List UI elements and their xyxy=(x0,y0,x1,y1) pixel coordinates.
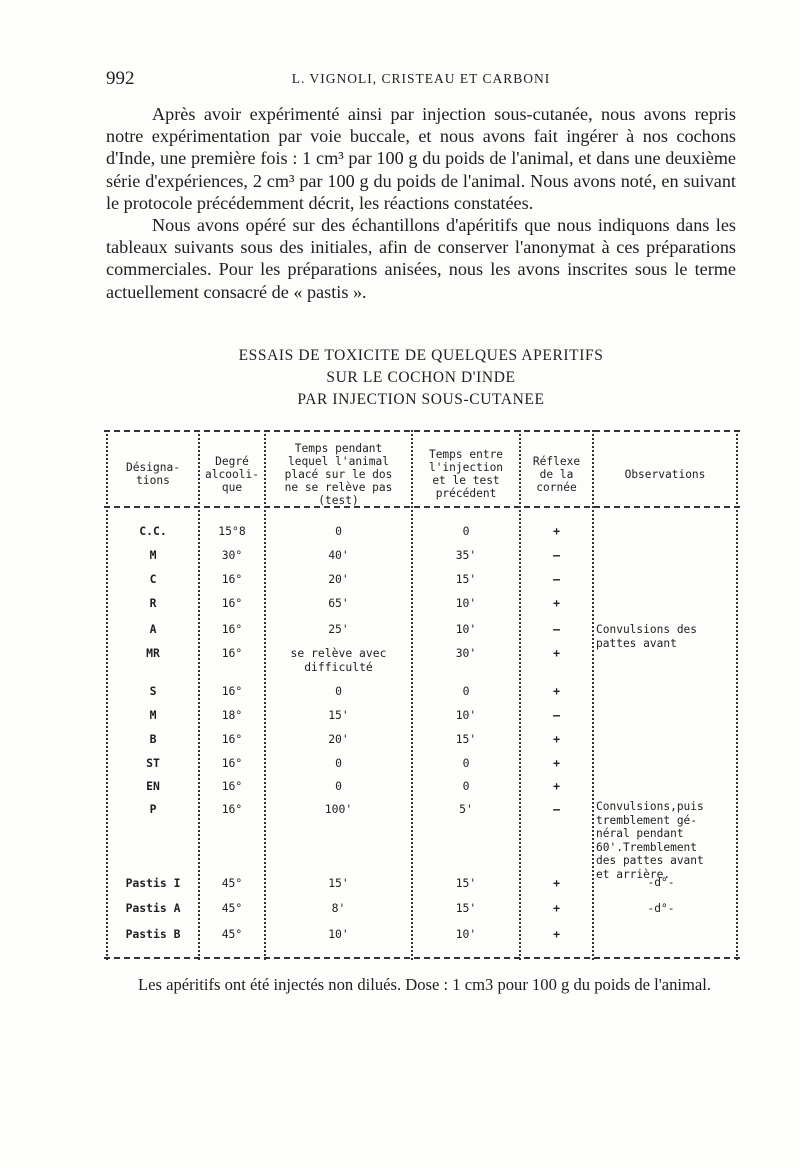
paragraph: Après avoir expérimenté ainsi par injection sous-cutanée, nous avons repris notre expérimentation par voie buccale, et nous avons fait ingérer à nos cochons d'Inde, une première fois : 1 cm³ par 100 g du poids de l'animal, et dans une deuxième série d'expériences, 2 cm³ par 100 g du poids de l'animal. Nous avons noté, en suivant le protocole précédemment décrit, les réactions constatées. xyxy=(106,104,736,213)
cell-temps-pendant xyxy=(266,548,411,562)
cell-degre: 45° xyxy=(221,901,243,915)
header-temps-entre xyxy=(413,438,519,510)
cell-temps-entre: 0 xyxy=(462,779,470,793)
header-line: l'injection xyxy=(428,461,504,474)
header-line: Temps pendant xyxy=(294,441,383,455)
cell-degre: 16° xyxy=(221,756,243,770)
header-temps-pendant xyxy=(266,438,411,510)
cell-degre: 16° xyxy=(221,572,243,586)
observation-line: des pattes avant xyxy=(596,854,704,867)
observation-line: 60'.Tremblement xyxy=(596,840,698,854)
cell-line: 100' xyxy=(324,802,353,816)
table-title-line: ESSAIS DE TOXICITE DE QUELQUES APERITIFS xyxy=(238,347,604,364)
cell-temps-entre: 10' xyxy=(455,927,477,941)
cell-designation: ST xyxy=(146,756,160,770)
body-text xyxy=(106,103,736,303)
cell-reflexe: + xyxy=(553,684,560,698)
table-title-line: PAR INJECTION SOUS-CUTANEE xyxy=(297,391,545,408)
cell-line: 25' xyxy=(328,622,349,636)
cell-temps-pendant xyxy=(266,708,411,722)
cell-temps-entre: 15' xyxy=(455,572,477,586)
cell-line: 20' xyxy=(328,572,349,586)
cell-designation: C.C. xyxy=(139,524,167,538)
header-line: placé sur le dos xyxy=(284,467,393,481)
cell-reflexe: – xyxy=(553,548,560,562)
observation-ditto: -d°- xyxy=(647,902,675,915)
header-designation xyxy=(108,438,198,510)
cell-reflexe: + xyxy=(553,756,560,770)
cell-degre: 16° xyxy=(221,802,243,816)
cell-temps-pendant xyxy=(266,646,411,674)
header-line: (test) xyxy=(318,493,359,507)
cell-reflexe: + xyxy=(553,876,560,890)
footnote-text: Les apéritifs ont été injectés non dilués. Dose : 1 cm3 pour 100 g du poids de l'animal. xyxy=(138,975,712,994)
cell-temps-entre: 10' xyxy=(455,708,477,722)
header-line: Temps entre xyxy=(428,448,504,461)
header-line: et le test xyxy=(432,474,500,487)
cell-temps-entre: 30' xyxy=(455,646,477,660)
header-line: de la xyxy=(539,467,574,481)
cell-temps-pendant xyxy=(266,684,411,698)
header-line: alcooli- xyxy=(205,467,259,481)
cell-temps-entre: 10' xyxy=(455,596,477,610)
cell-degre: 16° xyxy=(221,596,243,610)
cell-designation: S xyxy=(149,684,157,698)
cell-line: 15' xyxy=(328,708,349,722)
cell-reflexe: + xyxy=(553,646,560,660)
cell-reflexe: + xyxy=(553,732,560,746)
cell-temps-entre: 0 xyxy=(462,684,470,698)
cell-reflexe: – xyxy=(553,622,560,636)
cell-line: 15' xyxy=(328,876,349,890)
header-line: Désigna- xyxy=(126,461,180,474)
cell-line: 40' xyxy=(328,548,349,562)
observation-convulsions xyxy=(596,623,736,650)
cell-degre: 16° xyxy=(221,779,243,793)
cell-designation: M xyxy=(149,548,157,562)
header-line: Observations xyxy=(624,467,706,481)
cell-designation: M xyxy=(149,708,157,722)
cell-line: 0 xyxy=(335,756,342,770)
header-line: Réflexe xyxy=(532,454,581,468)
cell-temps-entre: 35' xyxy=(455,548,477,562)
cell-temps-pendant xyxy=(266,732,411,746)
column-rule xyxy=(736,430,738,960)
cell-designation: Pastis B xyxy=(125,927,181,941)
header-line: que xyxy=(221,480,243,494)
cell-degre: 16° xyxy=(221,684,243,698)
cell-designation: Pastis I xyxy=(125,876,181,890)
cell-temps-entre: 15' xyxy=(455,732,477,746)
cell-designation: MR xyxy=(146,646,160,660)
cell-line: difficulté xyxy=(304,660,373,674)
cell-reflexe: + xyxy=(553,927,560,941)
cell-reflexe: + xyxy=(553,596,560,610)
cell-designation: EN xyxy=(146,779,160,793)
cell-line: 0 xyxy=(335,524,342,538)
table-title-line: SUR LE COCHON D'INDE xyxy=(326,369,516,386)
header-line: ne se relève pas xyxy=(284,480,393,494)
cell-reflexe: – xyxy=(553,708,560,722)
header-degre xyxy=(200,438,264,510)
cell-degre: 15°8 xyxy=(218,524,246,538)
cell-temps-entre: 0 xyxy=(462,524,470,538)
cell-temps-pendant xyxy=(266,572,411,586)
cell-line: 20' xyxy=(328,732,349,746)
cell-designation: Pastis A xyxy=(125,901,181,915)
cell-temps-pendant xyxy=(266,622,411,636)
cell-designation: A xyxy=(149,622,157,636)
table-title xyxy=(106,345,736,411)
page-number: 992 xyxy=(106,68,135,89)
observation-convulsions-puis xyxy=(596,800,736,881)
cell-degre: 45° xyxy=(221,927,243,941)
cell-designation: C xyxy=(149,572,157,586)
cell-temps-pendant xyxy=(266,927,411,941)
cell-degre: 45° xyxy=(221,876,243,890)
cell-temps-pendant xyxy=(266,802,411,816)
cell-temps-pendant xyxy=(266,876,411,890)
cell-designation: P xyxy=(149,802,157,816)
cell-reflexe: + xyxy=(553,901,560,915)
cell-degre: 16° xyxy=(221,622,243,636)
observation-line: néral pendant xyxy=(596,827,684,840)
cell-temps-entre: 5' xyxy=(459,802,473,816)
cell-reflexe: – xyxy=(553,572,560,586)
cell-line: 8' xyxy=(331,901,346,915)
observation-line: et arrière. xyxy=(596,867,671,881)
cell-reflexe: + xyxy=(553,779,560,793)
cell-temps-entre: 15' xyxy=(455,876,477,890)
header-line: Degré xyxy=(215,454,249,468)
running-title: L. VIGNOLI, CRISTEAU ET CARBONI xyxy=(291,71,551,86)
cell-degre: 18° xyxy=(221,708,243,722)
cell-temps-pendant xyxy=(266,779,411,793)
cell-temps-entre: 15' xyxy=(455,901,477,915)
table-footnote xyxy=(106,975,736,995)
cell-reflexe: – xyxy=(553,802,560,816)
cell-degre: 16° xyxy=(221,646,243,660)
cell-temps-pendant xyxy=(266,756,411,770)
header-reflexe xyxy=(521,438,592,510)
cell-temps-entre: 10' xyxy=(455,622,477,636)
header-line: précédent xyxy=(435,487,497,500)
cell-designation: R xyxy=(149,596,157,610)
observation-line: tremblement gé- xyxy=(596,813,698,827)
cell-line: 65' xyxy=(328,596,349,610)
cell-reflexe: + xyxy=(553,524,560,538)
cell-line: 0 xyxy=(335,779,342,793)
header-line: lequel l'animal xyxy=(287,454,390,468)
cell-line: se relève avec xyxy=(290,646,387,660)
cell-temps-pendant xyxy=(266,596,411,610)
cell-designation: B xyxy=(149,732,157,746)
observation-line: pattes avant xyxy=(596,636,677,650)
observation-line: Convulsions des xyxy=(596,623,698,636)
paragraph: Nous avons opéré sur des échantillons d'apéritifs que nous indiquons dans les tableaux suivants sous des initiales, afin de conserver l'anonymat à ces préparations commerciales. Pour les préparations anisées, nous les avons inscrites sous le terme actuellement consacré de « pastis ». xyxy=(106,215,736,302)
observation-line: Convulsions,puis xyxy=(596,800,704,813)
header-observations xyxy=(594,438,736,510)
header-line: cornée xyxy=(536,480,577,494)
header-line: tions xyxy=(136,474,170,487)
cell-degre: 30° xyxy=(221,548,243,562)
cell-line: 10' xyxy=(328,927,349,941)
page-header xyxy=(106,68,736,92)
cell-temps-entre: 0 xyxy=(462,756,470,770)
observation-ditto: -d°- xyxy=(647,876,675,889)
cell-degre: 16° xyxy=(221,732,243,746)
cell-temps-pendant xyxy=(266,901,411,915)
toxicity-table xyxy=(104,430,740,960)
cell-temps-pendant xyxy=(266,524,411,538)
cell-line: 0 xyxy=(335,684,342,698)
